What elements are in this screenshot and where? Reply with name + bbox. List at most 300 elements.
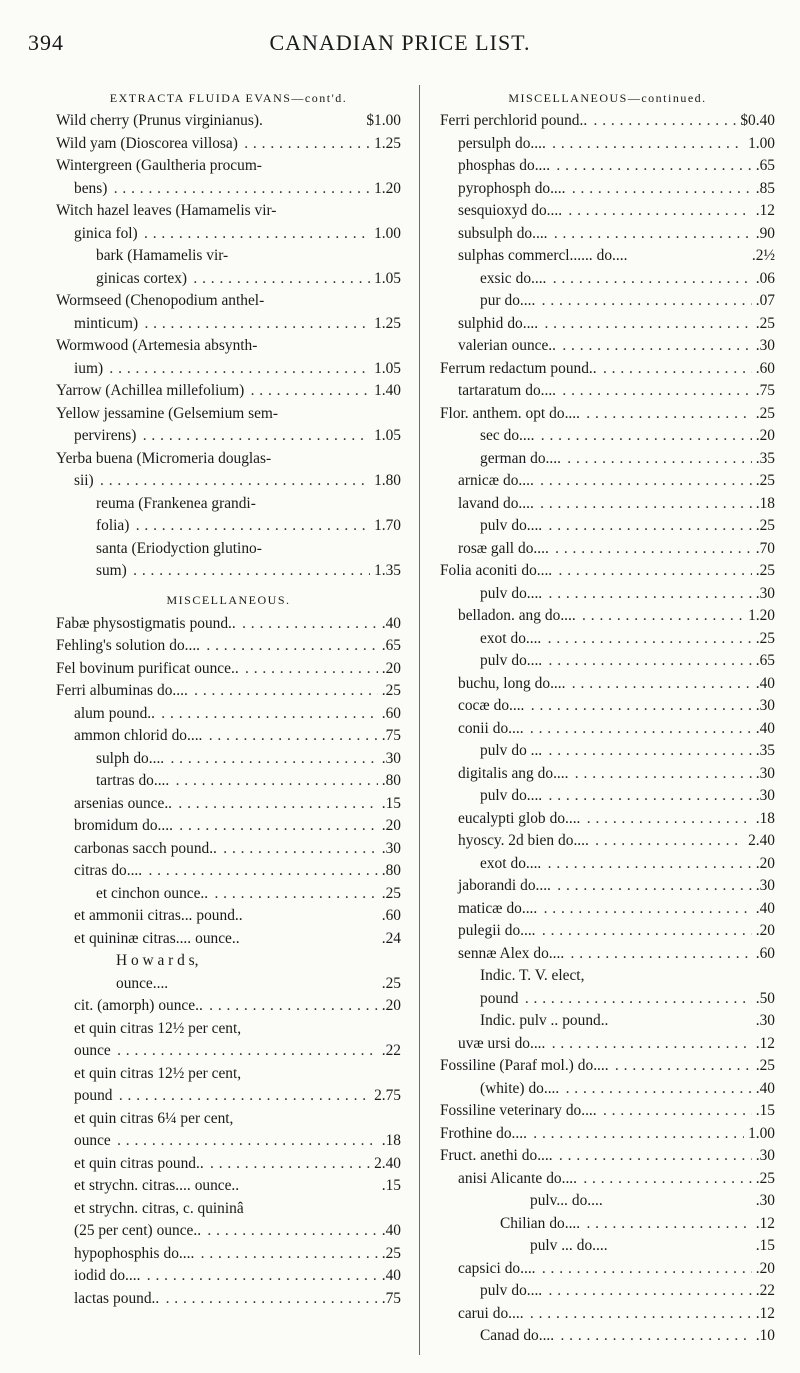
item-unit: do.... xyxy=(157,682,188,699)
item-unit: do.... xyxy=(521,1147,553,1164)
item-name: Wormwood (Artemesia absynth- xyxy=(56,337,258,354)
list-item xyxy=(56,950,401,973)
item-name: pulv xyxy=(480,517,508,534)
item-price: .24 xyxy=(378,928,401,951)
item-price: 1.20 xyxy=(370,178,401,201)
item-name: digitalis ang xyxy=(458,764,534,782)
item-name: valerian xyxy=(458,337,508,354)
item-name: et quin citras 6¼ per cent, xyxy=(74,1109,234,1127)
item-price: .20 xyxy=(752,1258,775,1281)
list-item xyxy=(56,1265,401,1288)
item-unit: do.... xyxy=(511,1282,543,1299)
item-unit: do.... xyxy=(520,877,551,894)
item-price: 2.40 xyxy=(370,1153,401,1176)
item-unit: do.... xyxy=(496,1124,527,1142)
list-item xyxy=(56,1040,401,1063)
item-name: Ferri perchlorid xyxy=(440,112,538,129)
list-item xyxy=(56,200,401,223)
item-price: .20 xyxy=(752,425,775,448)
item-price: .15 xyxy=(752,1235,775,1258)
item-price: .2½ xyxy=(748,245,775,268)
item-name: sennæ Alex xyxy=(458,944,530,962)
item-name: uvæ ursi xyxy=(458,1034,511,1052)
item-unit: do.... xyxy=(534,179,566,197)
list-item xyxy=(56,770,401,793)
item-price: .60 xyxy=(378,703,401,726)
item-price: .30 xyxy=(752,1010,775,1033)
list-item xyxy=(440,1303,775,1326)
list-item xyxy=(440,1235,775,1258)
right-price-list xyxy=(440,110,775,1348)
item-price: .25 xyxy=(752,1055,775,1078)
item-price: .15 xyxy=(378,793,401,816)
item-name: pur xyxy=(480,292,501,309)
item-unit: ounce.. xyxy=(194,659,239,677)
item-name: persulph xyxy=(458,134,512,152)
item-name: carui xyxy=(458,1304,489,1322)
list-item xyxy=(440,673,775,696)
item-price: .30 xyxy=(752,695,775,718)
right-column xyxy=(440,88,775,1348)
item-name: reuma (Frankenea grandi- xyxy=(96,494,256,512)
item-unit: do.... xyxy=(515,269,547,287)
item-price: .25 xyxy=(752,1168,775,1191)
item-name: german xyxy=(480,449,527,467)
item-price: .60 xyxy=(752,943,775,966)
list-item xyxy=(56,335,401,358)
item-name: et quin citras 12½ per cent, xyxy=(74,1019,242,1037)
item-name: Indic. T. V. elect, xyxy=(480,967,585,984)
item-unit: do.... xyxy=(596,247,628,264)
item-unit: do.... xyxy=(521,562,553,579)
item-price: .12 xyxy=(752,1213,775,1236)
list-item xyxy=(56,268,401,291)
list-item xyxy=(440,515,775,538)
item-price: .85 xyxy=(752,178,775,201)
item-name: Indic. pulv .. xyxy=(480,1012,559,1029)
item-unit: do.... xyxy=(523,1327,555,1344)
item-unit: do.... xyxy=(510,629,542,647)
item-price: .25 xyxy=(378,680,401,703)
item-name: santa (Eriodyction glutino- xyxy=(96,539,262,557)
item-unit: ounce.. xyxy=(511,337,557,354)
list-item xyxy=(56,470,401,493)
item-name: anisi Alicante xyxy=(458,1169,543,1187)
item-unit: do.... xyxy=(510,854,542,872)
list-item xyxy=(440,403,775,426)
list-item xyxy=(56,905,401,928)
item-price: .25 xyxy=(378,1243,401,1266)
item-unit: do.... xyxy=(511,652,543,669)
item-name: hyoscy. 2d bien xyxy=(458,832,555,849)
item-price: 2.75 xyxy=(370,1085,401,1108)
item-unit: pound.. xyxy=(170,839,217,857)
list-item xyxy=(440,740,775,763)
item-price: .40 xyxy=(378,613,401,636)
item-price: .35 xyxy=(752,740,775,763)
item-price: .18 xyxy=(378,1130,401,1153)
item-name: sesquioxyd xyxy=(458,202,528,219)
item-price: 1.00 xyxy=(744,133,775,156)
page-header xyxy=(0,30,800,60)
list-item xyxy=(56,838,401,861)
list-item xyxy=(440,448,775,471)
list-item xyxy=(440,493,775,516)
item-unit: do.... xyxy=(503,494,534,512)
item-unit: do.... xyxy=(516,224,548,242)
item-unit: do.... xyxy=(142,817,173,834)
list-item xyxy=(56,883,401,906)
item-name: (25 per cent) xyxy=(74,1222,153,1239)
item-price: .20 xyxy=(378,815,401,838)
item-price: .40 xyxy=(378,1220,401,1243)
item-name: Fossiline veterinary xyxy=(440,1102,562,1119)
list-item xyxy=(440,830,775,853)
item-name: jaborandi xyxy=(458,877,517,894)
list-item xyxy=(56,1243,401,1266)
list-item xyxy=(56,1153,401,1176)
list-item xyxy=(56,1175,401,1198)
item-name: Yellow jessamine (Gelsemium sem- xyxy=(56,404,278,422)
item-unit: do.... xyxy=(503,472,534,489)
item-name: tartaratum xyxy=(458,382,522,399)
item-name: pulv xyxy=(480,584,508,602)
item-price: 1.00 xyxy=(370,223,401,246)
item-name: et cinchon xyxy=(96,884,160,902)
list-item xyxy=(56,635,401,658)
list-item xyxy=(56,658,401,681)
list-item xyxy=(440,155,775,178)
list-item xyxy=(440,1213,775,1236)
item-unit: do.... xyxy=(507,314,539,332)
list-item xyxy=(56,1288,401,1311)
item-price: .30 xyxy=(752,583,775,606)
list-item xyxy=(440,583,775,606)
item-price: .80 xyxy=(378,770,401,793)
item-unit: do.... xyxy=(515,134,546,152)
list-item xyxy=(440,965,775,988)
item-unit: do.... xyxy=(534,674,566,692)
item-name: rosæ gall xyxy=(458,539,515,557)
item-price: .20 xyxy=(752,853,775,876)
item-price: .18 xyxy=(752,808,775,831)
item-price: .25 xyxy=(378,883,401,906)
item-name: et quin citras xyxy=(74,1154,154,1172)
item-price: .30 xyxy=(752,763,775,786)
item-name: Flor. anthem. opt xyxy=(440,404,546,422)
list-item xyxy=(440,1123,775,1146)
item-price: .20 xyxy=(378,658,401,681)
item-unit: do.... xyxy=(549,809,581,827)
item-price: .22 xyxy=(752,1280,775,1303)
item-price: 1.70 xyxy=(370,515,401,538)
item-unit: do.... xyxy=(503,427,535,444)
item-unit: do.... xyxy=(565,1102,597,1119)
item-unit: do.... xyxy=(576,1237,608,1254)
item-name: (white) xyxy=(480,1079,525,1097)
list-item xyxy=(56,403,401,426)
list-item xyxy=(440,200,775,223)
list-item xyxy=(440,650,775,673)
item-name: ounce xyxy=(74,1042,111,1059)
item-name: subsulph xyxy=(458,224,513,242)
item-price: 1.05 xyxy=(370,268,401,291)
item-price: .25 xyxy=(752,560,775,583)
item-name: lactas xyxy=(74,1289,110,1307)
page-number: 394 xyxy=(28,30,64,55)
list-item xyxy=(440,133,775,156)
list-item xyxy=(56,703,401,726)
item-unit: ounce.. xyxy=(163,884,209,902)
item-name: folia) xyxy=(96,517,130,534)
item-name: tartras xyxy=(96,772,135,789)
item-price: .40 xyxy=(752,1078,775,1101)
item-price: .25 xyxy=(752,470,775,493)
list-item xyxy=(56,815,401,838)
item-name: hypophosphis xyxy=(74,1244,160,1262)
list-item xyxy=(440,605,775,628)
item-unit: do.... xyxy=(518,539,549,557)
list-item xyxy=(440,178,775,201)
item-name: Ferri albuminas xyxy=(56,682,154,699)
item-name: bromidum xyxy=(74,817,139,834)
item-name: sulph xyxy=(96,749,130,767)
item-price: 1.25 xyxy=(370,313,401,336)
item-name: pound xyxy=(74,1087,113,1104)
list-item xyxy=(440,988,775,1011)
item-unit: do.... xyxy=(171,727,203,744)
item-unit: pound.. xyxy=(113,1289,160,1307)
item-price: 1.05 xyxy=(370,425,401,448)
list-item xyxy=(440,943,775,966)
item-name: bark (Hamamelis vir- xyxy=(96,247,229,264)
item-name: exot xyxy=(480,629,507,647)
list-item xyxy=(56,245,401,268)
item-unit: pound.. xyxy=(550,359,597,377)
section-title-miscellaneous: MISCELLANEOUS. xyxy=(166,592,291,607)
item-price: .90 xyxy=(752,223,775,246)
item-name: cocæ xyxy=(458,697,490,714)
item-name: ounce xyxy=(74,1132,111,1149)
item-price: 1.40 xyxy=(370,380,401,403)
item-price: .30 xyxy=(378,748,401,771)
item-unit: ounce.. xyxy=(156,1222,202,1239)
list-item xyxy=(440,898,775,921)
list-item xyxy=(56,725,401,748)
item-name: eucalypti glob xyxy=(458,809,546,827)
list-item xyxy=(440,853,775,876)
item-name: sulphid xyxy=(458,314,504,332)
item-name: maticæ xyxy=(458,899,503,917)
item-unit: do.... xyxy=(138,772,170,789)
item-unit: do.... xyxy=(169,637,201,654)
list-item xyxy=(440,538,775,561)
list-item xyxy=(440,245,775,268)
left-column xyxy=(56,88,401,1310)
item-name: et strychn. citras, c. quininâ xyxy=(74,1199,244,1217)
item-unit: do.... xyxy=(577,1057,609,1074)
item-unit: do.... xyxy=(528,1079,560,1097)
list-item xyxy=(440,1168,775,1191)
list-item xyxy=(440,1280,775,1303)
list-item xyxy=(56,358,401,381)
item-unit: do.... xyxy=(544,607,576,624)
item-unit: ounce.. xyxy=(195,929,240,947)
right-column-heading: MISCELLANEOUS—continued. xyxy=(508,91,707,105)
list-item xyxy=(440,313,775,336)
item-name: sum) xyxy=(96,562,127,579)
item-name: Wormseed (Chenopodium anthel- xyxy=(56,292,265,309)
item-price: .50 xyxy=(752,988,775,1011)
item-price: 1.20 xyxy=(744,605,775,628)
item-price: .15 xyxy=(378,1175,401,1198)
list-item xyxy=(440,875,775,898)
item-price: .65 xyxy=(752,650,775,673)
item-name: sii) xyxy=(74,472,94,489)
item-price: 1.00 xyxy=(744,1123,775,1146)
item-price: .75 xyxy=(378,1288,401,1311)
item-name: arsenias xyxy=(74,794,124,812)
item-name: Fehling's solution xyxy=(56,637,166,654)
list-item xyxy=(56,290,401,313)
item-name: Frothine xyxy=(440,1124,493,1142)
item-unit: do.... xyxy=(525,382,557,399)
item-price: .60 xyxy=(378,905,401,928)
item-unit: do.... xyxy=(530,449,561,467)
item-price: .65 xyxy=(752,155,775,178)
item-unit: ounce.. xyxy=(158,997,203,1014)
item-name: ginica fol) xyxy=(74,224,138,242)
list-item xyxy=(56,448,401,471)
item-name: Yarrow (Achillea millefolium) xyxy=(56,382,245,399)
list-item xyxy=(56,178,401,201)
item-price: .25 xyxy=(752,628,775,651)
item-name: Fossiline (Paraf mol.) xyxy=(440,1057,574,1074)
item-unit: ounce.. xyxy=(127,794,173,812)
item-name: ammon chlorid xyxy=(74,727,168,744)
item-price: .30 xyxy=(752,785,775,808)
item-unit: do.... xyxy=(492,719,524,737)
item-name: pulv... xyxy=(530,1192,568,1209)
item-price: 2.40 xyxy=(744,830,775,853)
item-name: Fabæ physostigmatis xyxy=(56,614,186,632)
item-price: .12 xyxy=(752,1033,775,1056)
item-unit: pound.. xyxy=(562,1012,609,1029)
list-item xyxy=(56,860,401,883)
item-unit: do.... xyxy=(511,787,543,804)
item-name: Wild yam (Dioscorea villosa) xyxy=(56,134,238,152)
item-price: .30 xyxy=(752,335,775,358)
item-name: pulv xyxy=(480,652,508,669)
item-name: Fruct. anethi xyxy=(440,1147,518,1164)
item-unit: do.... xyxy=(163,1244,195,1262)
item-unit: do.... xyxy=(493,697,525,714)
left-misc-price-list xyxy=(56,613,401,1311)
item-price: .06 xyxy=(752,268,775,291)
item-price: .18 xyxy=(752,493,775,516)
item-unit: do.... xyxy=(133,749,165,767)
item-unit: pound.. xyxy=(189,614,236,632)
item-name: conii xyxy=(458,719,489,737)
list-item xyxy=(56,1130,401,1153)
item-name: cit. (amorph) xyxy=(74,997,155,1014)
item-price: 1.35 xyxy=(370,560,401,583)
item-price: .30 xyxy=(752,1190,775,1213)
item-name: capsici xyxy=(458,1259,501,1277)
item-name: pyrophosph xyxy=(458,179,531,197)
item-name: phosphas xyxy=(458,157,516,174)
item-name: Folia aconiti xyxy=(440,562,518,579)
list-item xyxy=(56,1063,401,1086)
item-price: .80 xyxy=(378,860,401,883)
item-name: et strychn. citras.... xyxy=(74,1177,191,1194)
list-item xyxy=(440,1078,775,1101)
list-item xyxy=(56,1220,401,1243)
list-item xyxy=(56,613,401,636)
list-item xyxy=(440,358,775,381)
list-item xyxy=(56,560,401,583)
item-name: bens) xyxy=(74,179,108,197)
list-item xyxy=(56,680,401,703)
item-name: buchu, long xyxy=(458,674,531,692)
list-item xyxy=(56,538,401,561)
item-price: .20 xyxy=(378,995,401,1018)
item-name: Ferrum redactum xyxy=(440,359,547,377)
list-item xyxy=(440,785,775,808)
list-item xyxy=(440,1325,775,1348)
list-item xyxy=(440,268,775,291)
item-unit: pound.. xyxy=(196,907,243,924)
list-item xyxy=(56,1018,401,1041)
list-item xyxy=(440,808,775,831)
item-name: Canad xyxy=(480,1327,520,1344)
list-item xyxy=(440,1190,775,1213)
item-price: 1.80 xyxy=(370,470,401,493)
item-price: .12 xyxy=(752,1303,775,1326)
item-name: ium) xyxy=(74,359,104,377)
item-price: .75 xyxy=(752,380,775,403)
list-item xyxy=(56,1108,401,1131)
item-price: .25 xyxy=(752,313,775,336)
item-name: citras xyxy=(74,862,108,879)
list-item xyxy=(56,313,401,336)
item-unit: do.... xyxy=(571,1192,603,1209)
left-column-heading: EXTRACTA FLUIDA EVANS—cont'd. xyxy=(109,91,348,105)
item-price: .70 xyxy=(752,538,775,561)
item-price: .10 xyxy=(752,1325,775,1348)
item-name: arnicæ xyxy=(458,472,500,489)
list-item xyxy=(440,1033,775,1056)
item-name: lavand xyxy=(458,494,500,512)
item-unit: do.... xyxy=(506,899,538,917)
item-unit: pound.. xyxy=(157,1154,204,1172)
item-name: exot xyxy=(480,854,507,872)
item-price: .12 xyxy=(752,200,775,223)
item-name: pulv xyxy=(480,1282,508,1299)
item-price: $1.00 xyxy=(362,110,401,133)
item-unit: do.... xyxy=(504,1259,536,1277)
list-item xyxy=(56,380,401,403)
item-price: .15 xyxy=(752,1100,775,1123)
item-unit: ounce.. xyxy=(194,1177,240,1194)
item-price: .65 xyxy=(378,635,401,658)
item-price: .25 xyxy=(378,973,401,996)
item-unit: do.... xyxy=(111,862,143,879)
item-unit: do.... xyxy=(537,764,569,782)
item-name: pervirens) xyxy=(74,427,137,444)
item-unit: do.... xyxy=(549,1214,581,1232)
list-item xyxy=(56,515,401,538)
